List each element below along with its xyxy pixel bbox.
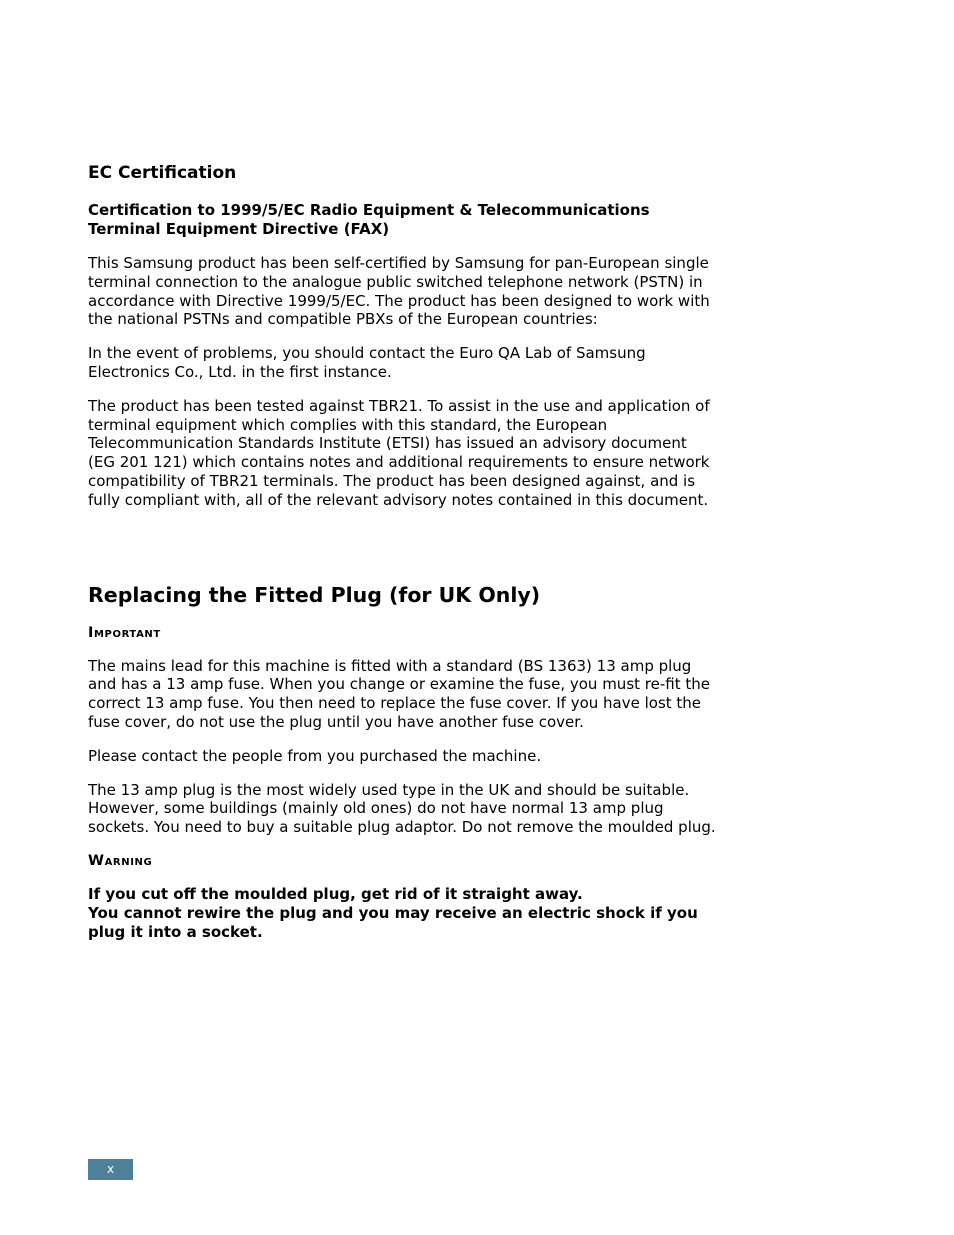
plug-paragraph-fuse: The mains lead for this machine is fitted with a standard (BS 1363) 13 amp plug and has a 13 amp fuse. When you change or examine the fuse, you must re-fit the correct 13 amp fuse. You then need to replace the fuse cover. If you have lost the fuse cover, do not use the plug until you have another fuse cover. bbox=[88, 656, 710, 731]
ec-paragraph-contact: In the event of problems, you should contact the Euro QA Lab of Samsung Electronics Co., Ltd. in the first instance. bbox=[88, 344, 646, 381]
ec-certification-heading: EC Certification bbox=[88, 163, 237, 183]
plug-heading: Replacing the Fitted Plug (for UK Only) bbox=[88, 582, 541, 607]
warning-line-1: If you cut off the moulded plug, get rid of it straight away. bbox=[88, 884, 583, 903]
page-number-tab: x bbox=[88, 1159, 133, 1180]
plug-paragraph-adaptor: The 13 amp plug is the most widely used type in the UK and should be suitable. However, some buildings (mainly old ones) do not have normal 13 amp plug sockets. You need to buy a suitable plug adaptor. Do not remove the moulded plug. bbox=[88, 780, 716, 837]
ec-directive-subheading: Certification to 1999/5/EC Radio Equipment & Telecommunications Terminal Equipment Directive (FAX) bbox=[88, 201, 650, 238]
page-content bbox=[88, 162, 718, 941]
plug-paragraph-contact: Please contact the people from you purchased the machine. bbox=[88, 746, 542, 765]
warning-line-2: You cannot rewire the plug and you may receive an electric shock if you plug it into a socket. bbox=[88, 903, 698, 941]
important-label: Important bbox=[88, 624, 161, 641]
ec-paragraph-tbr21: The product has been tested against TBR21. To assist in the use and application of terminal equipment which complies with this standard, the European Telecommunication Standards Institute (ETSI) has issued an advisory document (EG 201 121) which contains notes and additional requirements to ensure network compatibility of TBR21 terminals. The product has been designed against, and is fully compliant with, all of the relevant advisory notes contained in this document. bbox=[88, 396, 710, 509]
ec-paragraph-self-certified: This Samsung product has been self-certified by Samsung for pan-European single terminal connection to the analogue public switched telephone network (PSTN) in accordance with Directive 1999/5/EC. The product has been designed to work with the national PSTNs and compatible PBXs of the European countries: bbox=[88, 254, 710, 329]
warning-label: Warning bbox=[88, 852, 153, 869]
